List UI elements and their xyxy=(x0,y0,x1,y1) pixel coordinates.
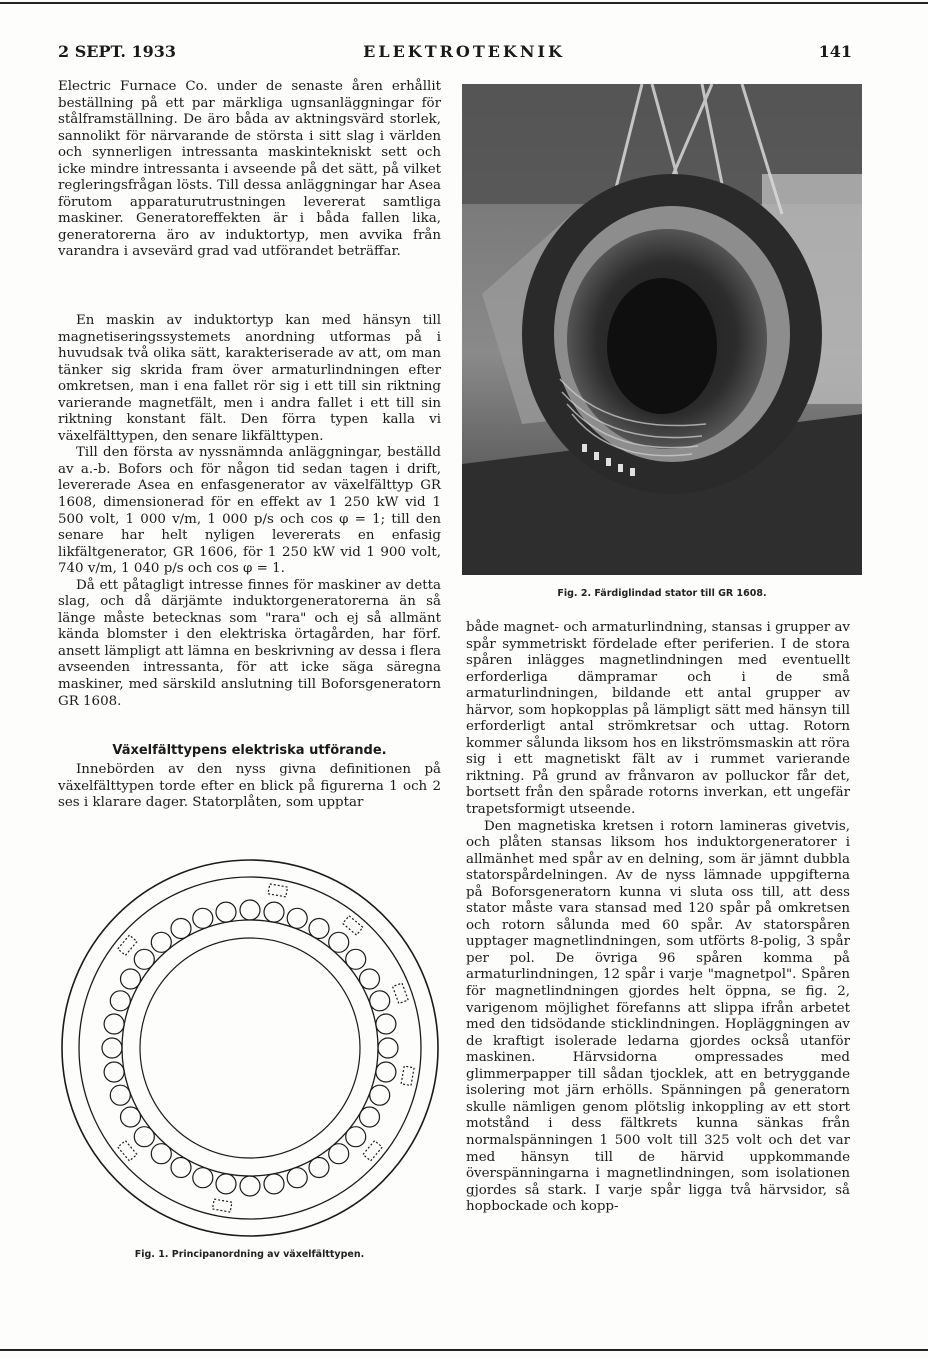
rotor-slot xyxy=(360,969,380,989)
rotor-slot xyxy=(171,919,191,939)
rotor-slot xyxy=(287,908,307,928)
section-intro-block xyxy=(58,762,441,812)
bottom-rule xyxy=(0,1349,928,1351)
rotor-slot xyxy=(309,919,329,939)
rotor-slot xyxy=(134,949,154,969)
figure-1-diagram xyxy=(58,855,441,1240)
rotor-slot xyxy=(171,1158,191,1178)
left-column-body xyxy=(58,313,441,710)
issue-date: 2 SEPT. 1933 xyxy=(58,42,176,61)
rotor-slot xyxy=(110,1085,130,1105)
rotor-slot xyxy=(121,1107,141,1127)
rotor-slot xyxy=(104,1062,124,1082)
rotor-slot xyxy=(370,991,390,1011)
rotor-slot xyxy=(370,1085,390,1105)
rotor-slot xyxy=(378,1038,398,1058)
rotor-slot xyxy=(346,1127,366,1147)
rotor-slot xyxy=(376,1062,396,1082)
intro-paragraph-block xyxy=(58,79,441,261)
rotor-slot xyxy=(346,949,366,969)
stator-ring xyxy=(522,174,822,494)
stator-outer-ring xyxy=(62,860,438,1236)
rotor-slot xyxy=(104,1014,124,1034)
paragraph-bofors-order: Till den första av nyssnämnda anläggningar, beställd av a.-b. Bofors och för någon tid sedan tagen i drift, levererade Asea en enfasgenerator av växelfälttyp GR 1608, dimensionerad för en effekt av 1 250 kW vid 1 500 volt, 1 000 v/m, 1 000 p/s och cos φ = 1; till den senare har helt nyligen levererats en enfasig likfältgenerator, GR 1606, för 1 250 kW vid 1 900 volt, 740 v/m, 1 040 p/s och cos φ = 1. xyxy=(58,445,441,577)
rotor-slot xyxy=(264,1174,284,1194)
top-rule xyxy=(0,2,928,4)
intro-paragraph: Electric Furnace Co. under de senaste åren erhållit beställning på ett par märkliga ugnsanläggningar för stålframställning. De äro båda av aktningsvärd storlek, sannolikt för närvarande de största i sitt slag i världen och synnerligen intressanta maskintekniskt sett och icke mindre intressanta i avseende på det sätt, på vilket regleringsfrågan lösts. Till dessa anläggningar har Asea förutom apparaturutrustningen levererat samtliga maskiner. Generatoreffekten är i båda fallen lika, generatorerna äro av induktortyp, men avvika från varandra i avsevärd grad vad utförandet beträffar. xyxy=(58,79,441,260)
paragraph-definition: Innebörden av den nyss givna definitionen på växelfälttypen torde efter en blick på figurerna 1 och 2 ses i klarare dager. Statorplåten, som upptar xyxy=(58,762,441,811)
rotor-slot xyxy=(360,1107,380,1127)
stator-rotor-drawing xyxy=(62,860,438,1236)
right-column-body xyxy=(466,620,850,1216)
rotor-slots xyxy=(102,900,398,1196)
paragraph-interest: Då ett påtagligt intresse finnes för maskiner av detta slag, och då därjämte induktorgeneratorerna än så länge måste betecknas som "rara" och ej så allmänt kända blomster i den elektriska örtagården, har förf. ansett lämpligt att lämna en beskrivning av dessa i flera avseenden intressanta, för att icke säga säregna maskiner, med särskild anslutning till Boforsgeneratorn GR 1608. xyxy=(58,577,441,709)
field-coil-block xyxy=(268,884,287,897)
rotor-slot xyxy=(329,1144,349,1164)
field-winding-blocks xyxy=(118,884,414,1212)
rotor-slot xyxy=(264,902,284,922)
rotor-outer-edge xyxy=(122,920,378,1176)
rotor-slot xyxy=(151,932,171,952)
rotor-slot xyxy=(193,1168,213,1188)
journal-title: ELEKTROTEKNIK xyxy=(363,42,565,61)
rotor-bore xyxy=(140,938,360,1158)
stator-inner-edge xyxy=(79,877,421,1219)
field-coil-block xyxy=(401,1066,414,1085)
rotor-slot xyxy=(240,900,260,920)
rotor-slot xyxy=(329,932,349,952)
rotor-slot xyxy=(110,991,130,1011)
field-coil-block xyxy=(363,1141,382,1161)
paragraph-induktortyp: En maskin av induktortyp kan med hänsyn till magnetiseringssystemets anordning utformas på i huvudsak två olika sätt, karakteriserade av att, om man tänker sig skrida fram över armaturlindningen efter omkretsen, man i ena fallet rör sig i ett till sin riktning varierande magnetfält, men i andra fallet i ett till sin riktning konstant fält. Den förra typen kalla vi växelfälttypen, den senare likfälttypen. xyxy=(58,313,441,444)
rotor-slot xyxy=(193,908,213,928)
rotor-slot xyxy=(121,969,141,989)
rotor-slot xyxy=(287,1168,307,1188)
rotor-slot xyxy=(102,1038,122,1058)
figure-1-caption: Fig. 1. Principanordning av växelfälttypen. xyxy=(134,1249,365,1260)
rotor-slot xyxy=(240,1176,260,1196)
paragraph-magnetic-circuit: Den magnetiska kretsen i rotorn lamineras givetvis, och plåten stansas liksom hos induktorgeneratorer i allmänhet med spår av en delning, som är jämnt dubbla statorspårdelningen. Av de nyss lämnade uppgifterna på Boforsgeneratorn kunna vi sluta oss till, att dess stator måste vara stansad med 120 spår på omkretsen och rotorn sålunda med 60 spår. Av statorspåren upptager magnetlindningen, som utförts 8-polig, 3 spår per pol. De övriga 96 spåren komma på armaturlindningen, 12 spår i varje "magnetpol". Spåren för magnetlindningen gjordes helt öppna, se fig. 2, varigenom möjlighet förefanns att slippa ifrån arbetet med den tidsödande sticklindningen. Hopläggningen av de kraftigt isolerade ledarna gjordes också utanför maskinen. Härvsidorna ompressades med glimmerpapper till sådan tjocklek, att en betryggande isolering mot järn erhölls. Spänningen på generatorn skulle nämligen genom plötslig inkoppling av ett stort motstånd i dess fältkrets kunna sänkas från normalspänningen 1 500 volt till 325 volt och det var med hänsyn till de härvid uppkommande överspänningarna i magnetlindningen, som isolationen gjordes så stark. I varje spår ligga två härvsidor, så hopbockade och kopp- xyxy=(466,818,850,1215)
rotor-slot xyxy=(151,1144,171,1164)
section-heading: Växelfälttypens elektriska utförande. xyxy=(112,743,387,758)
field-coil-block xyxy=(118,935,137,955)
rotor-slot xyxy=(376,1014,396,1034)
field-coil-block xyxy=(343,916,363,935)
field-coil-block xyxy=(212,1199,231,1212)
figure-2-photo xyxy=(462,84,862,575)
page-number: 141 xyxy=(818,42,852,61)
rotor-slot xyxy=(134,1127,154,1147)
rotor-slot xyxy=(216,1174,236,1194)
figure-2-caption: Fig. 2. Färdiglindad stator till GR 1608. xyxy=(557,588,767,599)
field-coil-block xyxy=(393,983,409,1003)
rotor-slot xyxy=(216,902,236,922)
rotor-slot xyxy=(309,1158,329,1178)
field-coil-block xyxy=(118,1141,137,1161)
paragraph-slots: både magnet- och armaturlindning, stansas i grupper av spår symmetriskt fördelade efter periferien. I de stora spåren inlägges magnetlindningen med eventuellt erforderliga dämpramar och i de små armaturlindningen, bildande ett antal grupper av härvor, som hopkopplas på lämpligt sätt med hänsyn till erforderligt antal strömkretsar och uttag. Rotorn kommer sålunda liksom hos en likströmsmaskin att röra sig i ett magnetiskt fält av i rummet varierande riktning. På grund av frånvaron av polluckor får det, bortsett från den spårade rotorns inverkan, ett ungefär trapetsformigt utseende. xyxy=(466,620,850,818)
